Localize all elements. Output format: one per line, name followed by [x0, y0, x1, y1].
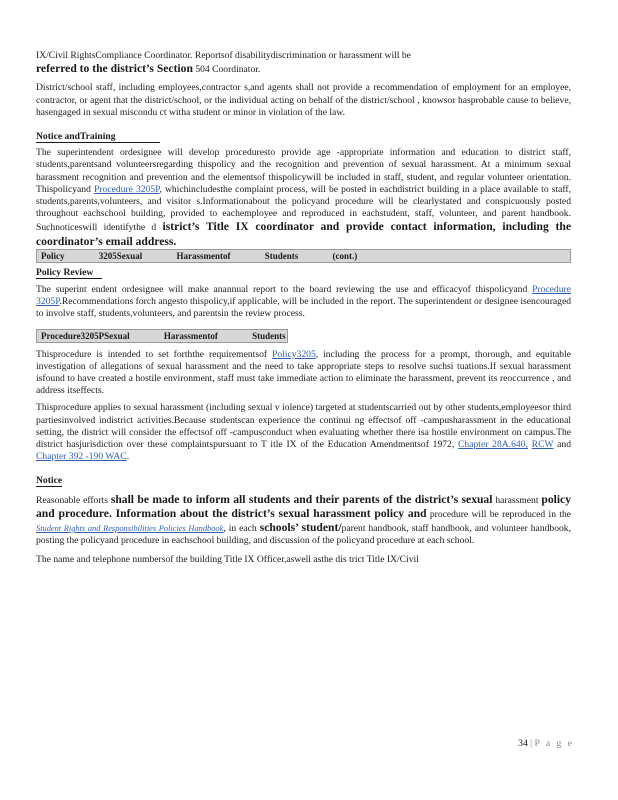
student-handbook-link[interactable]: Student Rights and Responsibilities Policies Handbook: [36, 524, 224, 534]
page-number: 34: [518, 738, 528, 749]
paragraph-text: .Recommendations forch angesto thispolicy,if applicable, will be included in the report. The superintendent or designee isencouraged to involve staff, students,volunteers, and parentsin the review process.: [36, 296, 571, 320]
paragraph-text: , in each: [223, 523, 257, 535]
paragraph-text: .: [126, 451, 130, 463]
chapter-392-190-wac-link[interactable]: Chapter 392 -190 WAC: [36, 451, 127, 463]
rcw-link[interactable]: RCW: [531, 439, 554, 451]
heading-text: Notice: [36, 475, 63, 487]
procedure-3205p-link[interactable]: Procedure 3205P: [94, 183, 160, 195]
paragraph-text: parent handbook, staff handbook, and volunteer handbook, posting the policyand procedure in eachschool building, and discussion of the policyand procedure at each school.: [36, 523, 571, 547]
heading-text: Policy Review: [36, 267, 102, 279]
page-footer: [518, 738, 574, 749]
paragraph-policy-review: [36, 284, 571, 321]
paragraph-notice-training: [36, 147, 571, 249]
paragraph-text-bold: shall be made to inform all students and their parents of the district’s sexual: [110, 492, 493, 506]
bar-text: Students: [252, 330, 286, 341]
paragraph-notice: [36, 493, 571, 548]
document-page: [36, 50, 571, 566]
paragraph-text-bold: policy and procedure. Information about the district’s sexual harassment policy and: [36, 492, 572, 520]
paragraph-text: procedure will be reproduced in the: [429, 508, 572, 520]
paragraph-text: harassment: [495, 494, 539, 506]
paragraph-text-bold: schools’ student/: [259, 521, 342, 535]
bar-text: Students: [264, 250, 299, 261]
heading-text: Notice andTraining: [36, 131, 160, 143]
bar-text: Harassmentof: [176, 250, 231, 261]
paragraph-text: and: [557, 439, 571, 451]
paragraph-text: The superint endent ordesignee will make anannual report to the board reviewing the use and efficacyof thispolicyand: [36, 284, 528, 296]
bar-text: 3205Sexual: [98, 250, 143, 261]
procedure-header-bar: [36, 329, 288, 343]
paragraph-title-ix-continued: [36, 50, 571, 76]
paragraph-text: 504 Coordinator.: [195, 64, 261, 76]
paragraph-text: Thisprocedure applies to sexual harassment (including sexual v iolence) targeted at studentscarried out by other students,employeesor third partiesinvolved indistrict activities.Because studentscan experience the continui ng effectsof off -campusharassment in the educational setting, the district will consider the effectsof off -campusconduct when evaluating whether there isa hostile environment on campus.The district hasjurisdiction over these complaintspursuant to T itle IX of the Education Amendmentsof 1972,: [36, 402, 571, 451]
paragraph-text: Thisprocedure is intended to set forththe requirementsof: [36, 348, 268, 360]
bar-text: Policy: [41, 250, 65, 261]
paragraph-text-bold: referred to the district’s Section: [36, 62, 193, 76]
section-heading-policy-review: [36, 267, 571, 279]
paragraph-procedure-scope: [36, 402, 571, 463]
procedure-3205p-link[interactable]: Procedure 3205P: [36, 284, 571, 308]
policy-header-bar: [36, 249, 571, 263]
paragraph-text: IX/Civil RightsCompliance Coordinator. Reportsof disabilitydiscrimination or harassment will be: [36, 50, 411, 61]
page-label: P a g e: [534, 738, 574, 749]
paragraph-procedure-intent: [36, 349, 571, 398]
bar-text: Harassmentof: [163, 330, 218, 341]
section-heading-notice: [36, 475, 571, 487]
policy-3205-link[interactable]: Policy3205: [272, 348, 316, 360]
paragraph-text: , including the process for a prompt, thorough, and equitable investigation of allegations of sexual harassment and the need to take appropriate steps to resolve suchsi tuations.If sexual harassment isfound to have created a hostile environment, staff must take immediate action to eliminate the harassment, prevent its reoccurrence , and address itseffects.: [36, 348, 571, 397]
paragraph-text: Reasonable efforts: [36, 494, 108, 506]
chapter-28a640-link[interactable]: Chapter 28A.640,: [458, 439, 528, 451]
paragraph-text: The superintendent ordesignee will develop proceduresto provide age -appropriate information and education to district staff, students,parentsand volunteersregarding thispolicy and the recognition and prevention of sexual harassment. At a minimum sexual harassment recognition and prevention and the elementsof thispolicywill be included in staff, student, and regular volunteer orientation. Thispolicyand: [36, 147, 571, 195]
bar-text: (cont.): [332, 250, 358, 261]
bar-text: Procedure3205PSexual: [41, 330, 130, 341]
section-heading-notice-training: [36, 131, 571, 143]
paragraph-title-ix-officer: The name and telephone numbersof the building Title IX Officer,aswell asthe dis trict Title IX/Civil: [36, 553, 419, 565]
paragraph-recommendation: District/school staff, including employees,contractor s,and agents shall not provide a recommendation of employment for an employee, contractor, or agent that the district/school, or the individual acting on behalf of the district/school , knowsor hasprobable cause to believe, hasengaged in sexual miscondu ct witha student or minor in violation of the law.: [36, 82, 571, 118]
footer-separator: |: [530, 738, 533, 749]
paragraph-text-bold: istrict’s Title IX coordinator and provide contact information, including the coordinator’s email address.: [36, 220, 571, 248]
paragraph-text: , whichincludesthe complaint process, will be posted in eachdistrict building in a place available to staff, students,parents,volunteers, and visitor s.Informationabout the policyand procedure will be clearlystated and conspicuously posted throughout eachschool building, provided to eachemployee and reproduced in eachstudent, staff, volunteer, and parent handbook. Suchnoticeswill identifythe d: [36, 183, 571, 234]
